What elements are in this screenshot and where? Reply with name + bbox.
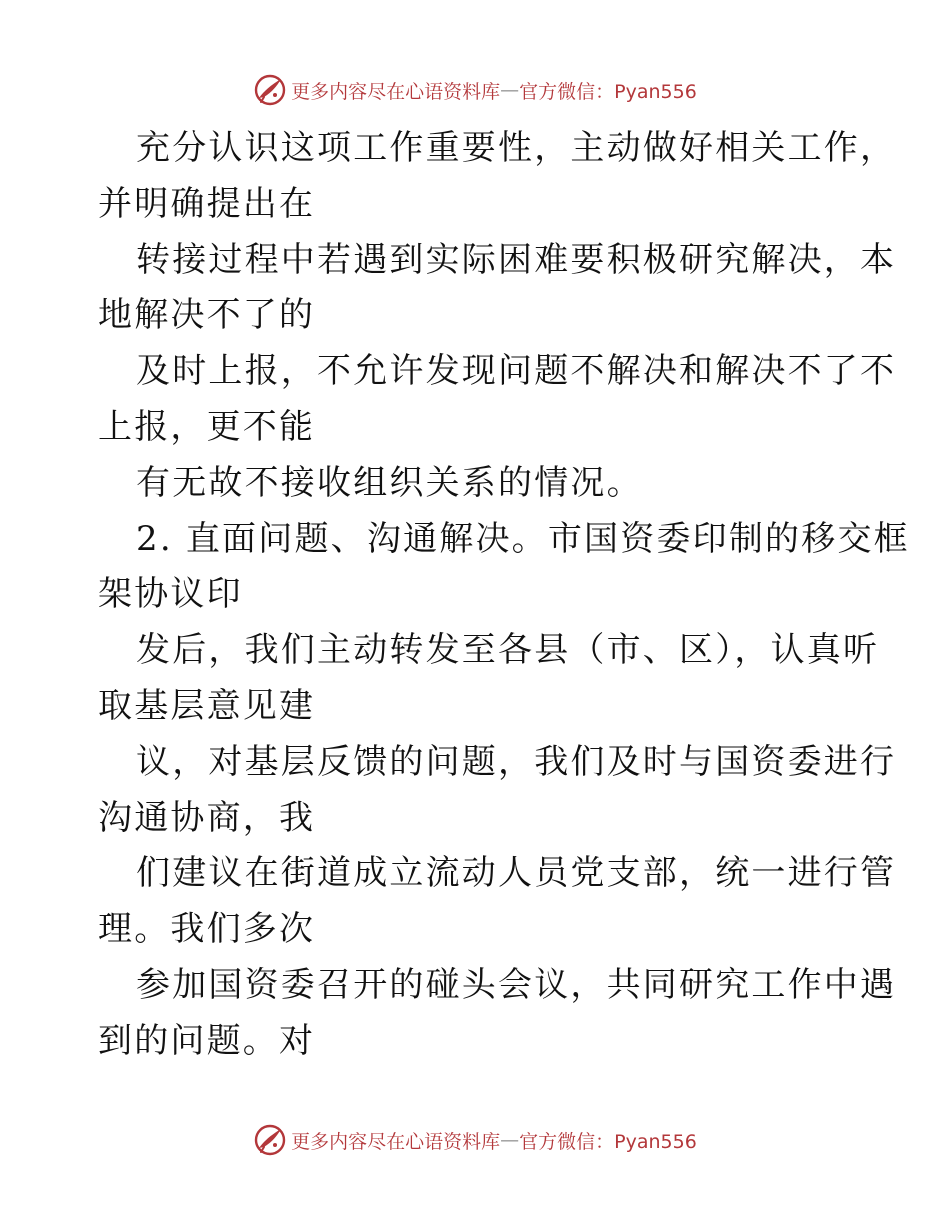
banner-wechat-text: 官方微信：Pyan556	[519, 80, 697, 103]
paragraph-line: 议，对基层反馈的问题，我们及时与国资委进行	[136, 741, 897, 782]
paragraph-line: 沟通协商，我	[98, 797, 316, 838]
banner-site-text: 更多内容尽在心语资料库	[291, 1130, 501, 1153]
paragraph-line: 及时上报，不允许发现问题不解决和解决不了不	[136, 351, 897, 392]
paragraph-line: 架协议印	[98, 574, 243, 615]
paragraph-line: 转接过程中若遇到实际困难要积极研究解决，本	[136, 239, 897, 280]
paragraph-line: 有无故不接收组织关系的情况。	[136, 462, 643, 503]
paragraph-line: 2. 直面问题、沟通解决。市国资委印制的移交框	[136, 518, 910, 559]
paragraph-line: 取基层意见建	[98, 685, 316, 726]
paragraph-line: 参加国资委召开的碰头会议，共同研究工作中遇	[136, 964, 897, 1005]
paragraph-line: 发后，我们主动转发至各县（市、区），认真听	[136, 630, 880, 671]
banner-site-text: 更多内容尽在心语资料库	[291, 80, 501, 103]
paragraph-line: 并明确提出在	[98, 183, 316, 224]
paragraph-line: 们建议在街道成立流动人员党支部，统一进行管	[136, 853, 897, 894]
quill-pen-logo-icon	[253, 73, 287, 107]
quill-pen-logo-icon	[253, 1123, 287, 1157]
document-body	[98, 121, 910, 1070]
paragraph-line: 地解决不了的	[98, 295, 316, 336]
paragraph-line: 充分认识这项工作重要性，主动做好相关工作，	[136, 128, 897, 168]
paragraph-line: 理。我们多次	[98, 909, 316, 950]
banner-wechat-text: 官方微信：Pyan556	[519, 1130, 697, 1153]
paragraph-line: 到的问题。对	[98, 1020, 316, 1061]
banner-separator: —	[500, 79, 520, 101]
footer-banner	[0, 1120, 950, 1160]
header-banner	[0, 70, 950, 110]
banner-separator: —	[500, 1129, 520, 1151]
paragraph-line: 上报，更不能	[98, 406, 316, 447]
